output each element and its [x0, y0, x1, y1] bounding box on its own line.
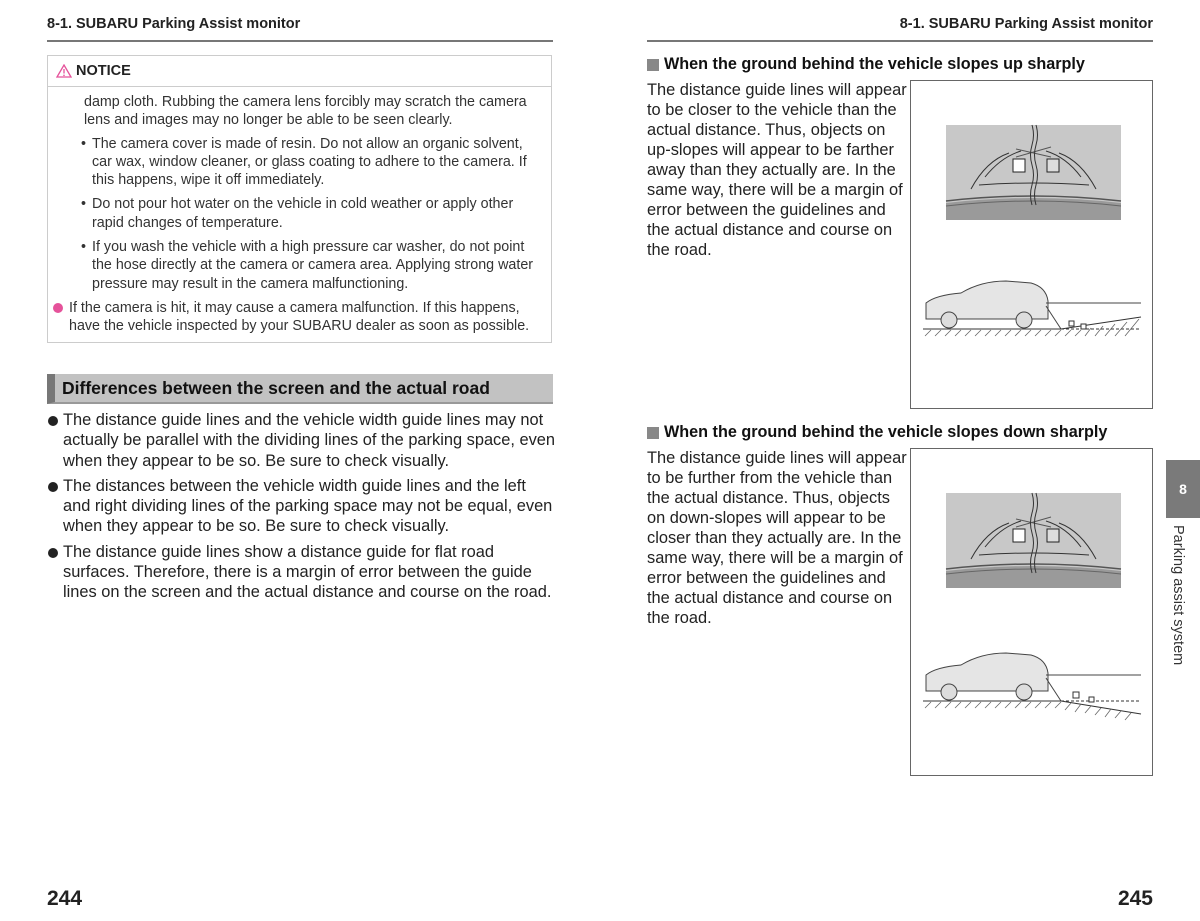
section-title: Differences between the screen and the actual road	[47, 374, 553, 404]
notice-body	[48, 87, 551, 342]
bullet-item: The distance guide lines and the vehicle width guide lines may not actually be parallel with the dividing lines of the parking space, even when they appear to be so. Be sure to check visually.	[47, 410, 557, 471]
page-number: 244	[47, 887, 83, 910]
square-bullet-icon	[647, 59, 659, 71]
subsection-heading-slope-up: When the ground behind the vehicle slopes up sharply	[647, 55, 1085, 74]
slope-down-illustration	[910, 448, 1153, 776]
warning-triangle-icon	[56, 64, 72, 78]
right-page	[647, 0, 1153, 921]
slope-up-illustration	[910, 80, 1153, 409]
notice-item: • The camera cover is made of resin. Do not allow an organic solvent, car wax, window cleaner, or glass coating to adhere to the camera. If this happens, wipe it off immediately.	[56, 135, 543, 190]
header-rule	[47, 40, 553, 42]
notice-title: NOTICE	[76, 63, 131, 79]
notice-highlight-item: If the camera is hit, it may cause a camera malfunction. If this happens, have the vehicle inspected by your SUBARU dealer as soon as possible.	[56, 299, 543, 336]
pink-bullet-icon	[53, 303, 63, 313]
running-head: 8-1. SUBARU Parking Assist monitor	[899, 16, 1153, 32]
notice-item: • If you wash the vehicle with a high pressure car washer, do not point the hose directly at the camera or camera area. Applying strong water pressure may result in the camera malfunctioning.	[56, 238, 543, 293]
page-number: 245	[1117, 887, 1153, 910]
bullet-item: The distance guide lines show a distance guide for flat road surfaces. Therefore, there is a margin of error between the guide lines on the screen and the actual distance and course on the road.	[47, 542, 557, 603]
bullet-item: The distances between the vehicle width guide lines and the left and right dividing lines of the parking space may not be equal, even when they appear to be so. Be sure to check visually.	[47, 476, 557, 537]
chapter-tab[interactable]: 8	[1166, 460, 1200, 518]
chapter-tab-label: Parking assist system	[1170, 525, 1186, 666]
notice-item: • Do not pour hot water on the vehicle in cold weather or apply other rapid changes of temperature.	[56, 195, 543, 232]
subsection-text: The distance guide lines will appear to be closer to the vehicle than the actual distance. Thus, objects on up-slopes will appear to be farther away than they actually are. In the same way, there will be a margin of error between the guidelines and the actual distance and course on the road.	[647, 81, 907, 259]
bullet-list	[47, 410, 557, 608]
running-head: 8-1. SUBARU Parking Assist monitor	[47, 16, 301, 32]
notice-box	[47, 55, 552, 343]
notice-continuation: damp cloth. Rubbing the camera lens forcibly may scratch the camera lens and images may no longer be able to be seen clearly.	[84, 94, 527, 129]
square-bullet-icon	[647, 427, 659, 439]
subsection-text: The distance guide lines will appear to be further from the vehicle than the actual distance. Thus, objects on down-slopes will appear to be closer than they actually are. In the same way, there will be a margin of error between the guidelines and the actual distance and course on the road.	[647, 449, 907, 627]
header-rule	[647, 40, 1153, 42]
left-page	[47, 0, 556, 921]
notice-header	[48, 56, 551, 87]
subsection-heading-slope-down: When the ground behind the vehicle slopes down sharply	[647, 423, 1107, 442]
